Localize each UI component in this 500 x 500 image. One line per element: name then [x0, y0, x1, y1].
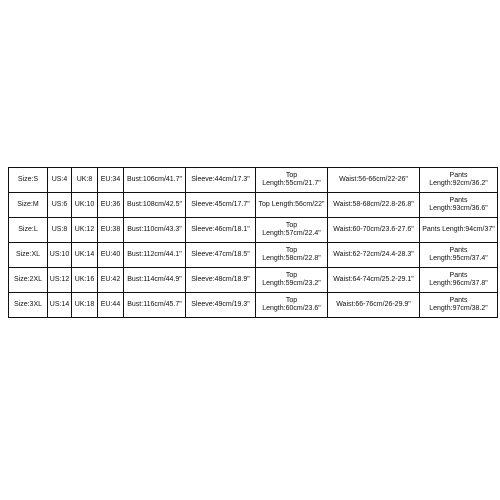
- pants-length-cell: Pants Length:92cm/36.2": [420, 168, 498, 193]
- bust-cell: Bust:110cm/43.3": [124, 218, 186, 243]
- pants-length-cell: Pants Length:96cm/37.8": [420, 268, 498, 293]
- size-cell: Size:3XL: [9, 293, 48, 318]
- size-row-xl: [9, 243, 498, 268]
- waist-cell: Waist:64-74cm/25.2-29.1": [328, 268, 420, 293]
- waist-cell: Waist:60-70cm/23.6-27.6": [328, 218, 420, 243]
- waist-cell: Waist:58-68cm/22.8-26.8": [328, 193, 420, 218]
- us-size-cell: US:10: [48, 243, 72, 268]
- waist-cell: Waist:66-76cm/26-29.9": [328, 293, 420, 318]
- top-length-cell: Top Length:58cm/22.8": [256, 243, 328, 268]
- sleeve-cell: Sleeve:45cm/17.7": [186, 193, 256, 218]
- pants-length-cell: Pants Length:95cm/37.4": [420, 243, 498, 268]
- sleeve-cell: Sleeve:49cm/19.3": [186, 293, 256, 318]
- size-cell: Size:2XL: [9, 268, 48, 293]
- us-size-cell: US:8: [48, 218, 72, 243]
- us-size-cell: US:14: [48, 293, 72, 318]
- bust-cell: Bust:106cm/41.7": [124, 168, 186, 193]
- size-cell: Size:XL: [9, 243, 48, 268]
- eu-size-cell: EU:44: [98, 293, 124, 318]
- uk-size-cell: UK:10: [72, 193, 98, 218]
- waist-cell: Waist:56-66cm/22-26": [328, 168, 420, 193]
- waist-cell: Waist:62-72cm/24.4-28.3": [328, 243, 420, 268]
- bust-cell: Bust:112cm/44.1": [124, 243, 186, 268]
- size-row-2xl: [9, 268, 498, 293]
- bust-cell: Bust:114cm/44.9": [124, 268, 186, 293]
- uk-size-cell: UK:18: [72, 293, 98, 318]
- top-length-cell: Top Length:60cm/23.6": [256, 293, 328, 318]
- size-row-m: [9, 193, 498, 218]
- eu-size-cell: EU:36: [98, 193, 124, 218]
- us-size-cell: US:6: [48, 193, 72, 218]
- bust-cell: Bust:116cm/45.7": [124, 293, 186, 318]
- us-size-cell: US:4: [48, 168, 72, 193]
- size-row-s: [9, 168, 498, 193]
- top-length-cell: Top Length:57cm/22.4": [256, 218, 328, 243]
- size-row-l: [9, 218, 498, 243]
- us-size-cell: US:12: [48, 268, 72, 293]
- uk-size-cell: UK:8: [72, 168, 98, 193]
- eu-size-cell: EU:40: [98, 243, 124, 268]
- sleeve-cell: Sleeve:44cm/17.3": [186, 168, 256, 193]
- eu-size-cell: EU:38: [98, 218, 124, 243]
- size-cell: Size:M: [9, 193, 48, 218]
- uk-size-cell: UK:12: [72, 218, 98, 243]
- top-length-cell: Top Length:55cm/21.7": [256, 168, 328, 193]
- top-length-cell: Top Length:59cm/23.2": [256, 268, 328, 293]
- sleeve-cell: Sleeve:47cm/18.5": [186, 243, 256, 268]
- pants-length-cell: Pants Length:94cm/37": [420, 218, 498, 243]
- eu-size-cell: EU:42: [98, 268, 124, 293]
- sleeve-cell: Sleeve:48cm/18.9": [186, 268, 256, 293]
- size-cell: Size:L: [9, 218, 48, 243]
- bust-cell: Bust:108cm/42.5": [124, 193, 186, 218]
- sleeve-cell: Sleeve:46cm/18.1": [186, 218, 256, 243]
- uk-size-cell: UK:16: [72, 268, 98, 293]
- pants-length-cell: Pants Length:93cm/36.6": [420, 193, 498, 218]
- size-row-3xl: [9, 293, 498, 318]
- size-chart-table: [8, 167, 498, 318]
- uk-size-cell: UK:14: [72, 243, 98, 268]
- pants-length-cell: Pants Length:97cm/38.2": [420, 293, 498, 318]
- size-cell: Size:S: [9, 168, 48, 193]
- top-length-cell: Top Length:56cm/22": [256, 193, 328, 218]
- eu-size-cell: EU:34: [98, 168, 124, 193]
